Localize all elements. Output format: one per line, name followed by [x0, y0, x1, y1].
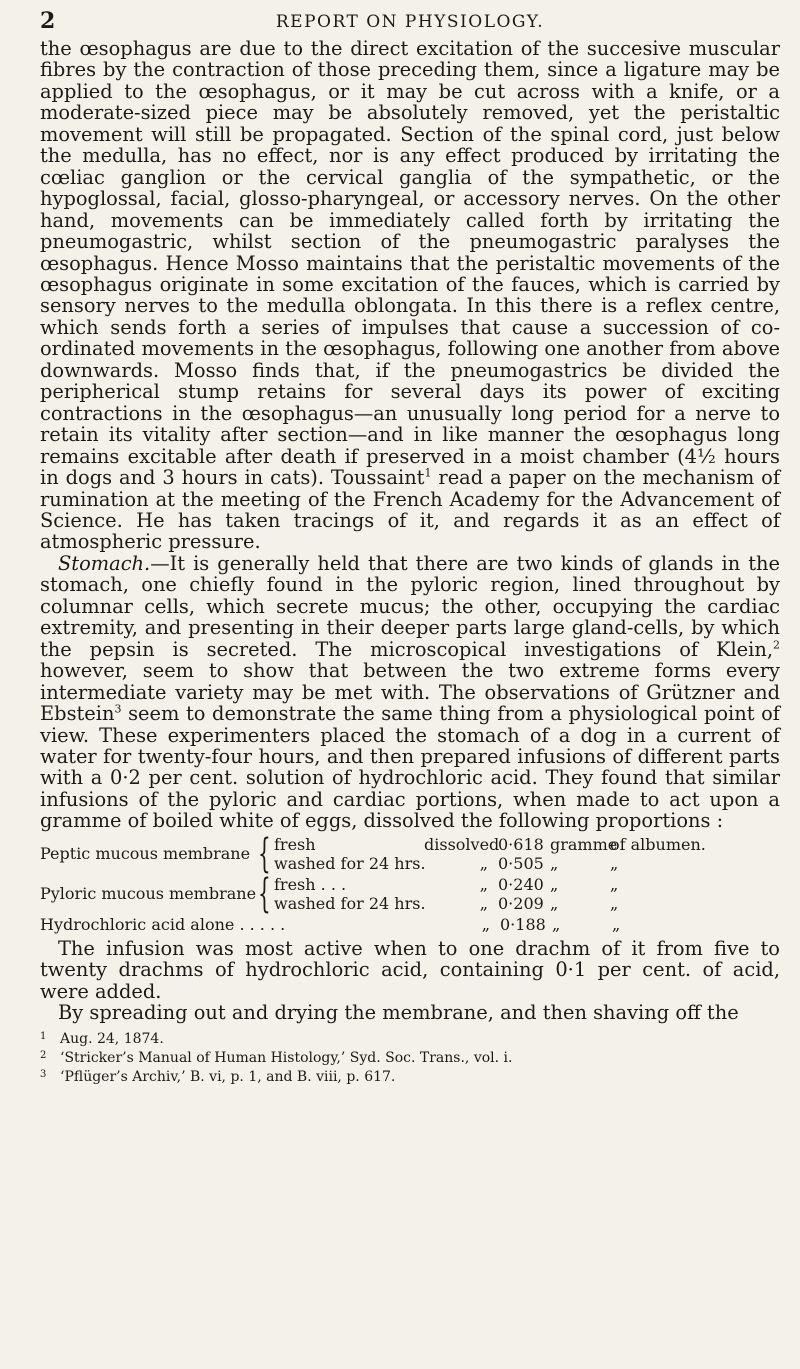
section-heading-stomach: Stomach. — [58, 551, 151, 575]
cell-verb: dissolved — [424, 834, 500, 854]
cell-verb: „ — [479, 853, 488, 873]
row-label-hydrochloric: Hydrochloric acid alone . . . . . — [40, 914, 286, 934]
cell-value: 0·188 — [500, 914, 546, 934]
footnote-text: Aug. 24, 1874. — [60, 1030, 164, 1047]
footnote-ref-3: 3 — [114, 702, 122, 716]
cell-substance: „ — [610, 874, 619, 894]
footnotes — [40, 1030, 780, 1087]
footnote-mark: 1 — [40, 1030, 47, 1042]
brace-icon: { — [258, 830, 271, 877]
cell-verb: „ — [479, 874, 488, 894]
cell-unit: „ — [550, 853, 559, 873]
footnote-text: ‘Pflüger’s Archiv,’ B. vi, p. 1, and B. viii, p. 617. — [60, 1068, 396, 1085]
cell-substance: „ — [610, 893, 619, 913]
cell-condition: washed for 24 hrs. — [274, 893, 426, 913]
cell-substance: „ — [610, 853, 619, 873]
paragraph-membrane: By spreading out and drying the membrane, and then shaving off the — [58, 1001, 739, 1025]
cell-condition: fresh . . . — [274, 874, 347, 894]
cell-verb: „ — [481, 914, 490, 934]
paragraph-stomach-part2: however, seem to show that between the two extreme forms every intermediate variety may be met with. The observations of Grützner and Ebstein — [40, 659, 780, 726]
paragraph-stomach — [40, 553, 780, 832]
footnote — [40, 1030, 780, 1049]
table-row-hydrochloric — [40, 914, 780, 936]
table-row-pyloric — [40, 870, 780, 917]
page-number: 2 — [40, 8, 56, 34]
cell-unit: gramme — [550, 834, 618, 854]
row-label-peptic: Peptic mucous membrane — [40, 844, 251, 864]
table-row-peptic — [40, 830, 780, 877]
cell-unit: „ — [550, 874, 559, 894]
cell-condition: washed for 24 hrs. — [274, 853, 426, 873]
albumen-table — [40, 830, 780, 936]
cell-value: 0·505 — [498, 853, 544, 873]
paragraph-infusion: The infusion was most active when to one drachm of it from five to twenty drachms of hydrochloric acid, containing 0·1 per cent. of acid, were added. — [40, 936, 780, 1003]
paragraph-stomach-part3: seem to demonstrate the same thing from a physiological point of view. These experimenters placed the stomach of a dog in a current of water for twenty-four hours, and then prepared infusions of different parts with a 0·2 per cent. solution of hydrochloric acid. They found that similar infusions of the pyloric and cardiac portions, when made to act upon a gramme of boiled white of eggs, dissolved the following proportions : — [40, 702, 780, 833]
cell-unit: „ — [552, 914, 561, 934]
brace-icon: { — [258, 870, 271, 917]
page — [40, 8, 780, 1087]
cell-verb: „ — [479, 893, 488, 913]
footnote — [40, 1068, 780, 1087]
cell-value: 0·209 — [498, 893, 544, 913]
footnote-mark: 3 — [40, 1068, 47, 1080]
paragraph-oesophagus-end: read a paper on the mechanism of rumination at the meeting of the French Academy for the Advancement of Science. He has taken tracings of it, and regards it as an effect of atmospheric pressure. — [40, 466, 781, 554]
row-label-pyloric: Pyloric mucous membrane — [40, 884, 257, 904]
running-title: REPORT ON PHYSIOLOGY. — [275, 12, 545, 32]
table-row — [274, 875, 618, 894]
paragraph-stomach-part1: —It is generally held that there are two kinds of glands in the stomach, one chiefly found in the pyloric region, lined throughout by columnar cells, which secrete mucus; the other, occupying the cardiac extremity, and presenting in their deeper parts large gland-cells, by which the pepsin is secreted. The microscopical investigations of Klein, — [40, 551, 780, 661]
cell-value: 0·618 — [498, 834, 544, 854]
footnote-ref-1: 1 — [424, 466, 432, 480]
cell-substance: „ — [612, 914, 621, 934]
cell-value: 0·240 — [498, 874, 544, 894]
table-row — [274, 854, 706, 873]
cell-condition: fresh — [274, 834, 316, 854]
paragraph-oesophagus — [40, 38, 780, 553]
cell-unit: „ — [550, 893, 559, 913]
running-head — [40, 8, 780, 38]
cell-substance: of albumen. — [610, 834, 706, 854]
footnote-text: ‘Stricker’s Manual of Human Histology,’ Syd. Soc. Trans., vol. i. — [60, 1049, 513, 1066]
table-row — [274, 894, 618, 913]
paragraph-oesophagus-text: the œsophagus are due to the direct excitation of the succesive muscular fibres by the contraction of those preceding them, since a ligature may be applied to the œsophagus, or it may be cut across with a knife, or a moderate-sized piece may be absolutely removed, yet the peristaltic movement will still be propagated. Section of the spinal cord, just below the medulla, has no effect, nor is any effect produced by irritating the cœliac ganglion or the cervical ganglia of the sympathetic, or the hypoglossal, facial, glosso-pharyngeal, or accessory nerves. On the other hand, movements can be immediately called forth by irritating the pneumogastric, whilst section of the pneumogastric paralyses the œsophagus. Hence Mosso maintains that the peristaltic movements of the œsophagus originate in some excitation of the fauces, which is carried by sensory nerves to the medulla oblongata. In this there is a reflex centre, which sends forth a series of impulses that cause a succession of co-ordinated movements in the œsophagus, following one another from above downwards. Mosso finds that, if the pneumogastrics be divided the peripherical stump retains for several days its power of exciting contractions in the œsophagus—an unusually long period for a nerve to retain its vitality after section—and in like manner the œsophagus long remains excitable after death if preserved in a moist chamber (4½ hours in dogs and 3 hours in cats). Toussaint — [40, 37, 780, 490]
footnote-mark: 2 — [40, 1049, 47, 1061]
table-row — [274, 835, 706, 854]
footnote — [40, 1049, 780, 1068]
footnote-ref-2: 2 — [773, 638, 780, 652]
body-text — [40, 38, 780, 1024]
